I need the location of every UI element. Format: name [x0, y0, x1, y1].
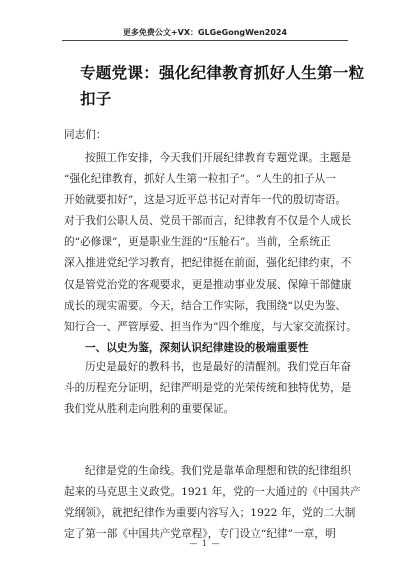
paragraph-line: 深入推进党纪学习教育，把纪律挺在前面，强化纪律约束，不 [64, 257, 352, 270]
section-heading: 一、以史为鉴，深刻认识纪律建设的极端重要性 [85, 341, 309, 354]
paragraph-line: 对于我们公职人员、党员干部而言，纪律教育不仅是个人成长 [64, 215, 352, 228]
paragraph-line: 纪律是党的生命线。我们党是靠革命理想和铁的纪律组织 [85, 465, 352, 477]
paragraph-line: 按照工作安排，今天我们开展纪律教育专题党课。主题是 [85, 152, 352, 164]
paragraph-line: 知行合一、严管厚爱、担当作为”四个维度，与大家交流探讨。 [64, 320, 357, 333]
paragraph-line: 起来的马克思主义政党。1921 年，党的一大通过的《中国共产 [64, 486, 361, 499]
header-divider [62, 40, 348, 41]
paragraph-line: 定了第一部《中国共产党章程》，专门设立“纪律”一章，明 [64, 528, 336, 541]
document-title [80, 60, 365, 112]
paragraph-line: 的“必修课”，更是职业生涯的“压舱石”。当前，全系统正 [64, 236, 331, 249]
paragraph-line: 成长的现实需要。今天，结合工作实际，我围绕“以史为鉴、 [64, 299, 347, 312]
paragraph-line: “强化纪律教育，抓好人生第一粒扣子”。“人生的扣子从一 [64, 173, 336, 186]
document-header: 更多免费公文+VX：GLGeGongWen2024 [122, 28, 288, 37]
section-paragraph [64, 357, 356, 420]
salutation: 同志们： [64, 129, 107, 141]
paragraph-line: 党纲领》，就把纪律作为重要内容写入；1922 年，党的二大制 [64, 507, 356, 520]
paragraph-line: 我们党从胜利走向胜利的重要保证。 [64, 403, 235, 416]
paragraph-line: 仅是管党治党的客观要求，更是推动事业发展、保障干部健康 [64, 278, 352, 291]
paragraph-line: 斗的历程充分证明，纪律严明是党的光荣传统和独特优势，是 [64, 382, 352, 395]
section-paragraph [64, 461, 361, 545]
title-line: 扣子 [80, 90, 112, 108]
intro-paragraph [64, 148, 356, 359]
page-number: — 1 — [189, 539, 221, 548]
paragraph-line: 历史是最好的教科书，也是最好的清醒剂。我们党百年奋 [85, 361, 352, 373]
paragraph-line: 开始就要扣好”，这是习近平总书记对青年一代的殷切寄语。 [64, 194, 347, 207]
title-line: 专题党课：强化纪律教育抓好人生第一粒 [80, 64, 365, 82]
